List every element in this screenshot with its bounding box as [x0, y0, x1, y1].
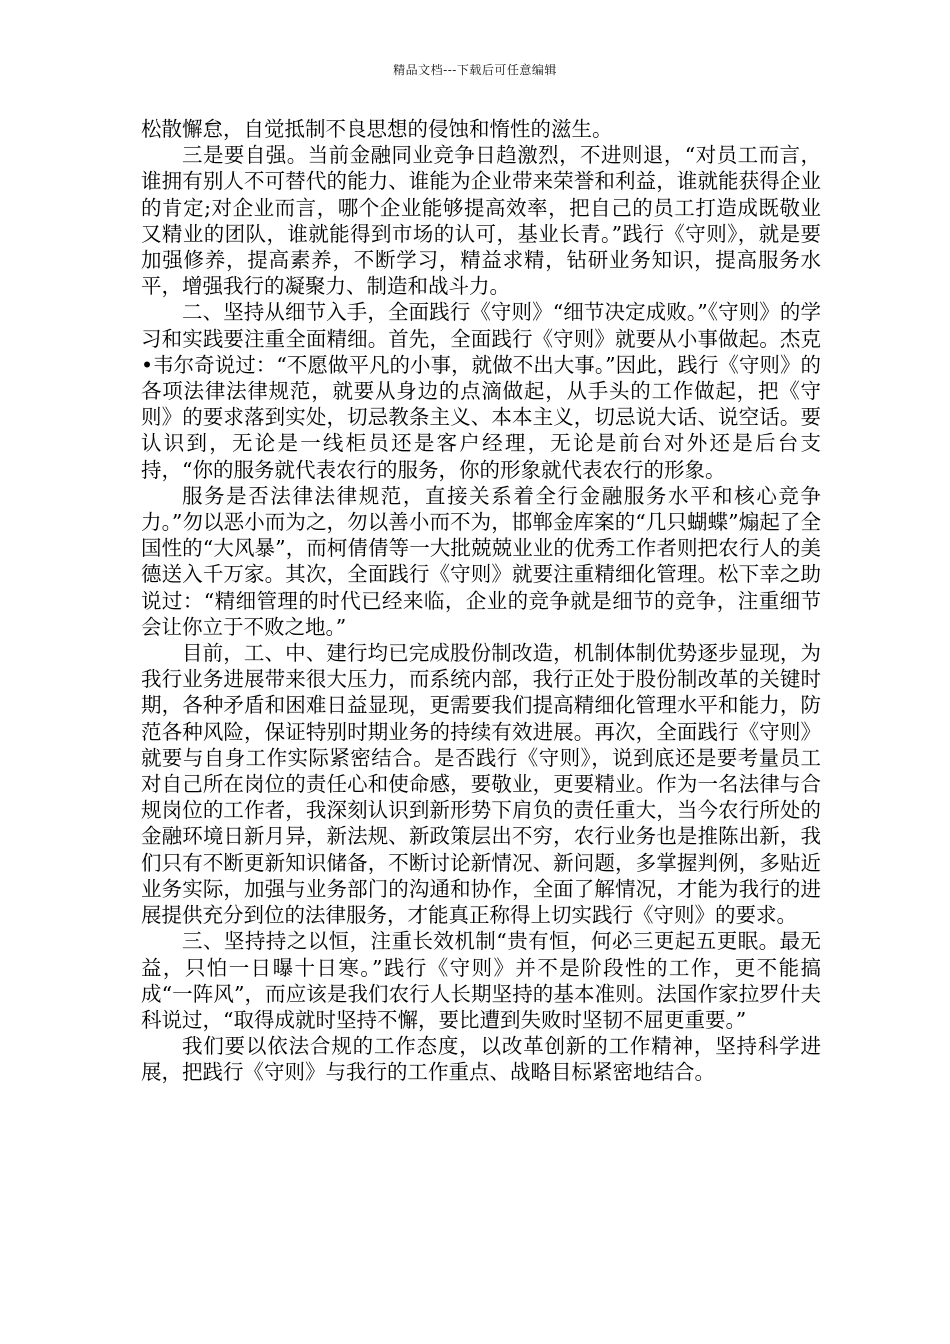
paragraph-7: 我们要以依法合规的工作态度，以改革创新的工作精神，坚持科学进展，把践行《守则》与我行的工作重点、战略目标紧密地结合。 — [141, 1034, 821, 1085]
document-body — [141, 116, 821, 1086]
page-header: 精品文档---下载后可任意编辑 — [393, 63, 557, 77]
paragraph-4: 服务是否法律法律规范，直接关系着全行金融服务水平和核心竞争力。”勿以恶小而为之，勿以善小而不为，邯郸金库案的“几只蝴蝶”煽起了全国性的“大风暴”，而柯倩倩等一大批兢兢业业的优秀工作者则把农行人的美德送入千万家。其次，全面践行《守则》就要注重精细化管理。松下幸之助说过：“精细管理的时代已经来临，企业的竞争就是细节的竞争，注重细节会让你立于不败之地。” — [141, 483, 821, 639]
paragraph-5: 目前，工、中、建行均已完成股份制改造，机制体制优势逐步显现，为我行业务进展带来很大压力，而系统内部，我行正处于股份制改革的关键时期，各种矛盾和困难日益显现，更需要我们提高精细化管理水平和能力，防范各种风险，保证特别时期业务的持续有效进展。再次，全面践行《守则》就要与自身工作实际紧密结合。是否践行《守则》，说到底还是要考量员工对自己所在岗位的责任心和使命感，要敬业，更要精业。作为一名法律与合规岗位的工作者，我深刻认识到新形势下肩负的责任重大，当今农行所处的金融环境日新月异，新法规、新政策层出不穷，农行业务也是推陈出新，我们只有不断更新知识储备，不断讨论新情况、新问题，多掌握判例，多贴近业务实际，加强与业务部门的沟通和协作，全面了解情况，才能为我行的进展提供充分到位的法律服务，才能真正称得上切实践行《守则》的要求。 — [141, 641, 821, 928]
paragraph-6: 三、坚持持之以恒，注重长效机制“贵有恒，何必三更起五更眠。最无益，只怕一日曝十日寒。”践行《守则》并不是阶段性的工作，更不能搞成“一阵风”，而应该是我们农行人长期坚持的基本准则。法国作家拉罗什夫科说过，“取得成就时坚持不懈，要比遭到失败时坚韧不屈更重要。” — [141, 929, 821, 1032]
paragraph-2: 三是要自强。当前金融同业竞争日趋激烈，不进则退，“对员工而言，谁拥有别人不可替代的能力、谁能为企业带来荣誉和利益，谁就能获得企业的肯定;对企业而言，哪个企业能够提高效率，把自己的员工打造成既敬业又精业的团队，谁就能得到市场的认可，基业长青。”践行《守则》，就是要加强修养，提高素养，不断学习，精益求精，钻研业务知识，提高服务水平，增强我行的凝聚力、制造和战斗力。 — [141, 143, 821, 299]
paragraph-3: 二、坚持从细节入手，全面践行《守则》“细节决定成败。”《守则》的学习和实践要注重全面精细。首先，全面践行《守则》就要从小事做起。杰克•韦尔奇说过：“不愿做平凡的小事，就做不出大事。”因此，践行《守则》的各项法律法律规范，就要从身边的点滴做起，从手头的工作做起，把《守则》的要求落到实处，切忌教条主义、本本主义，切忌说大话、说空话。要认识到，无论是一线柜员还是客户经理，无论是前台对外还是后台支持，“你的服务就代表农行的服务，你的形象就代表农行的形象。 — [141, 300, 821, 482]
paragraph-1: 松散懈怠，自觉抵制不良思想的侵蚀和惰性的滋生。 — [141, 117, 613, 141]
